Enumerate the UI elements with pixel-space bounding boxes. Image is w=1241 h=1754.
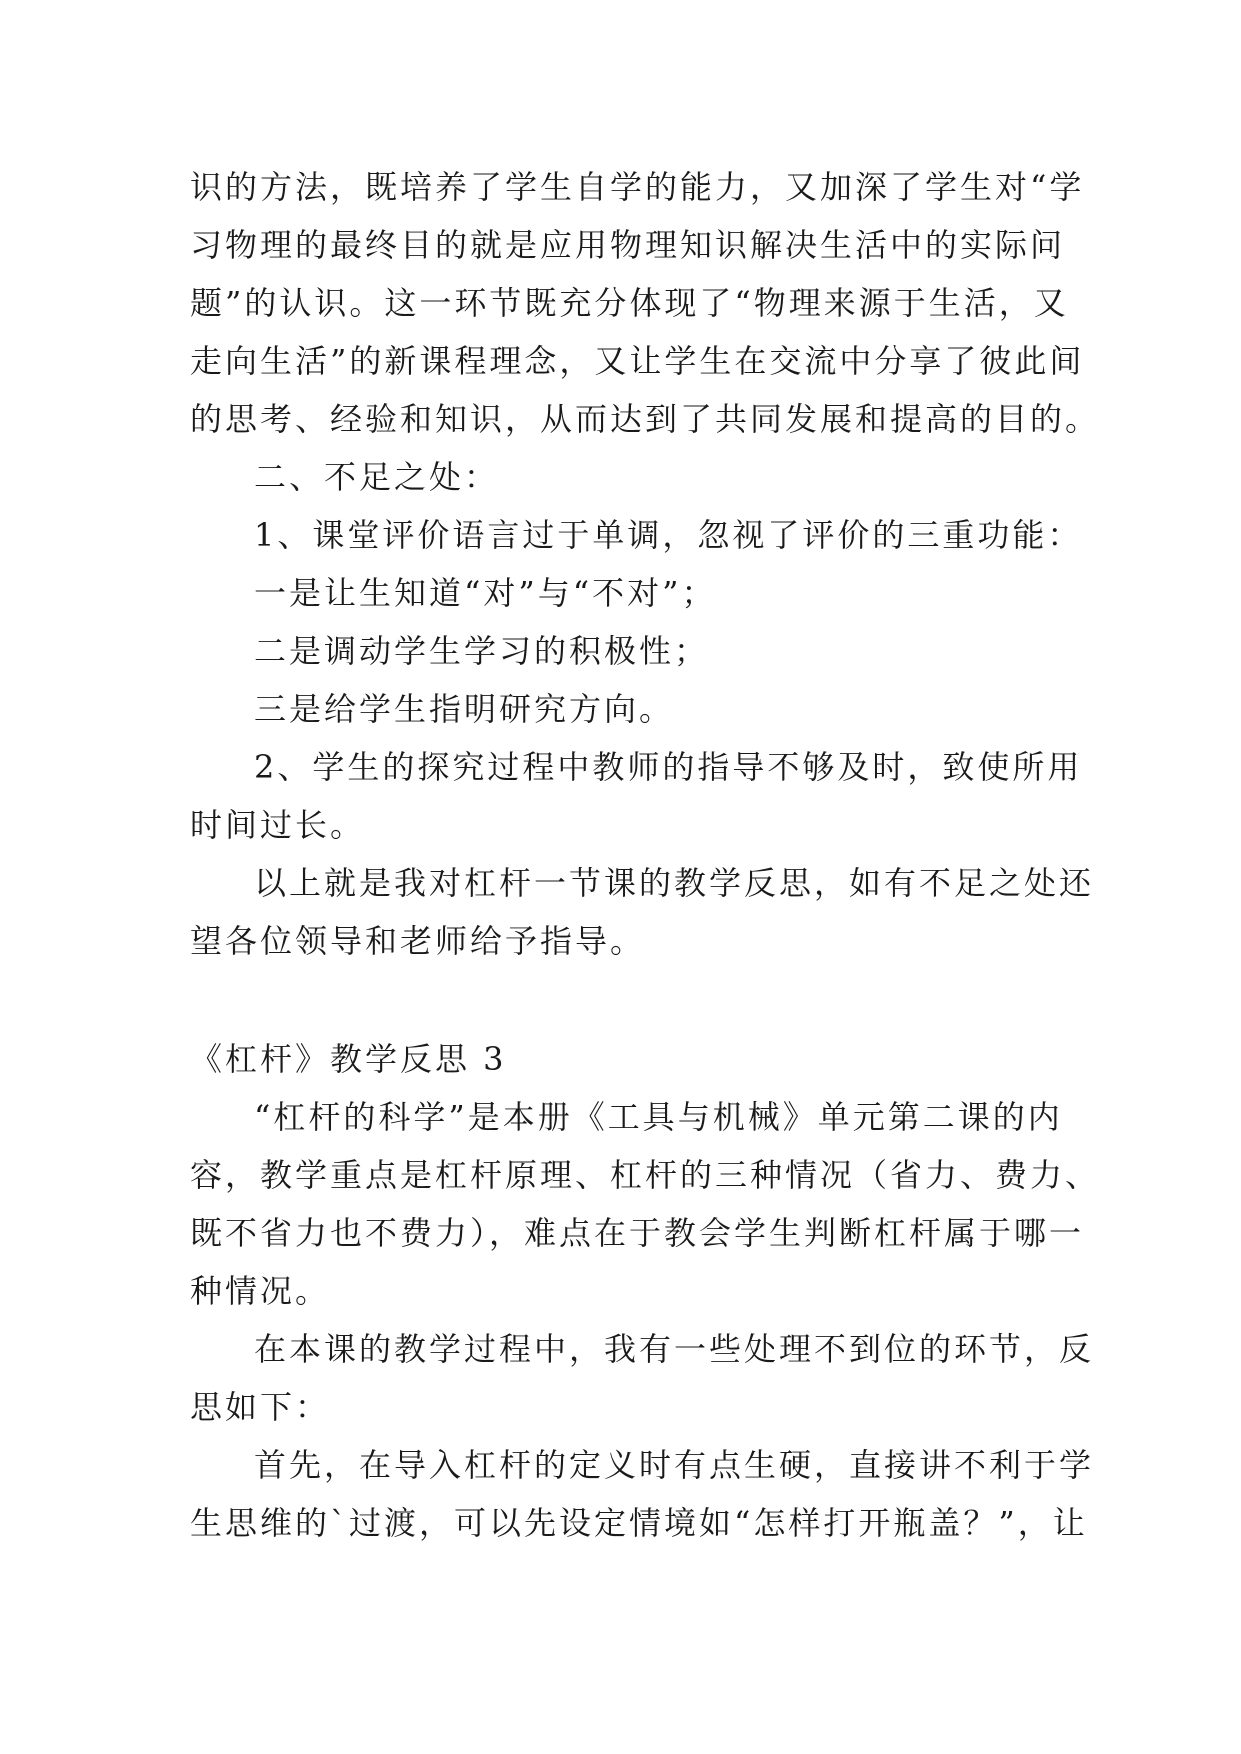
text-line: 望各位领导和老师给予指导。 bbox=[190, 922, 646, 960]
text-line: 既不省力也不费力），难点在于教会学生判断杠杆属于哪一 bbox=[190, 1214, 1085, 1252]
text-line: 二是调动学生学习的积极性； bbox=[254, 632, 710, 670]
text-line: 在本课的教学过程中，我有一些处理不到位的环节，反 bbox=[254, 1330, 1095, 1368]
text-line: 种情况。 bbox=[190, 1272, 331, 1310]
document-body bbox=[190, 158, 1101, 1552]
text-line: 的思考、经验和知识，从而达到了共同发展和提高的目的。 bbox=[190, 400, 1101, 438]
text-line: 2、学生的探究过程中教师的指导不够及时，致使所用 bbox=[254, 748, 1083, 786]
text-line: 识的方法，既培养了学生自学的能力，又加深了学生对“学 bbox=[190, 168, 1085, 206]
text-line: “杠杆的科学”是本册《工具与机械》单元第二课的内 bbox=[254, 1098, 1063, 1136]
text-block-top bbox=[190, 158, 1101, 970]
text-line: 以上就是我对杠杆一节课的教学反思，如有不足之处还 bbox=[254, 864, 1095, 902]
text-line: 题”的认识。这一环节既充分体现了“物理来源于生活，又 bbox=[190, 284, 1069, 322]
text-line: 容，教学重点是杠杆原理、杠杆的三种情况（省力、费力、 bbox=[190, 1156, 1101, 1194]
text-line: 时间过长。 bbox=[190, 806, 366, 844]
text-line: 走向生活”的新课程理念，又让学生在交流中分享了彼此间 bbox=[190, 342, 1085, 380]
text-line: 首先，在导入杠杆的定义时有点生硬，直接讲不利于学 bbox=[254, 1446, 1095, 1484]
text-line: 二、不足之处： bbox=[254, 458, 500, 496]
section-gap bbox=[190, 970, 1070, 1030]
section-title: 《杠杆》教学反思 3 bbox=[190, 1040, 507, 1078]
text-line: 习物理的最终目的就是应用物理知识解决生活中的实际问 bbox=[190, 226, 1066, 264]
text-line: 三是给学生指明研究方向。 bbox=[254, 690, 675, 728]
text-line: 1、课堂评价语言过于单调，忽视了评价的三重功能： bbox=[254, 516, 1083, 554]
text-block-bottom bbox=[190, 1088, 1101, 1552]
text-line: 生思维的`过渡，可以先设定情境如“怎样打开瓶盖？”，让 bbox=[190, 1504, 1088, 1542]
text-line: 一是让生知道“对”与“不对”； bbox=[254, 574, 717, 612]
text-line: 思如下： bbox=[190, 1388, 331, 1426]
